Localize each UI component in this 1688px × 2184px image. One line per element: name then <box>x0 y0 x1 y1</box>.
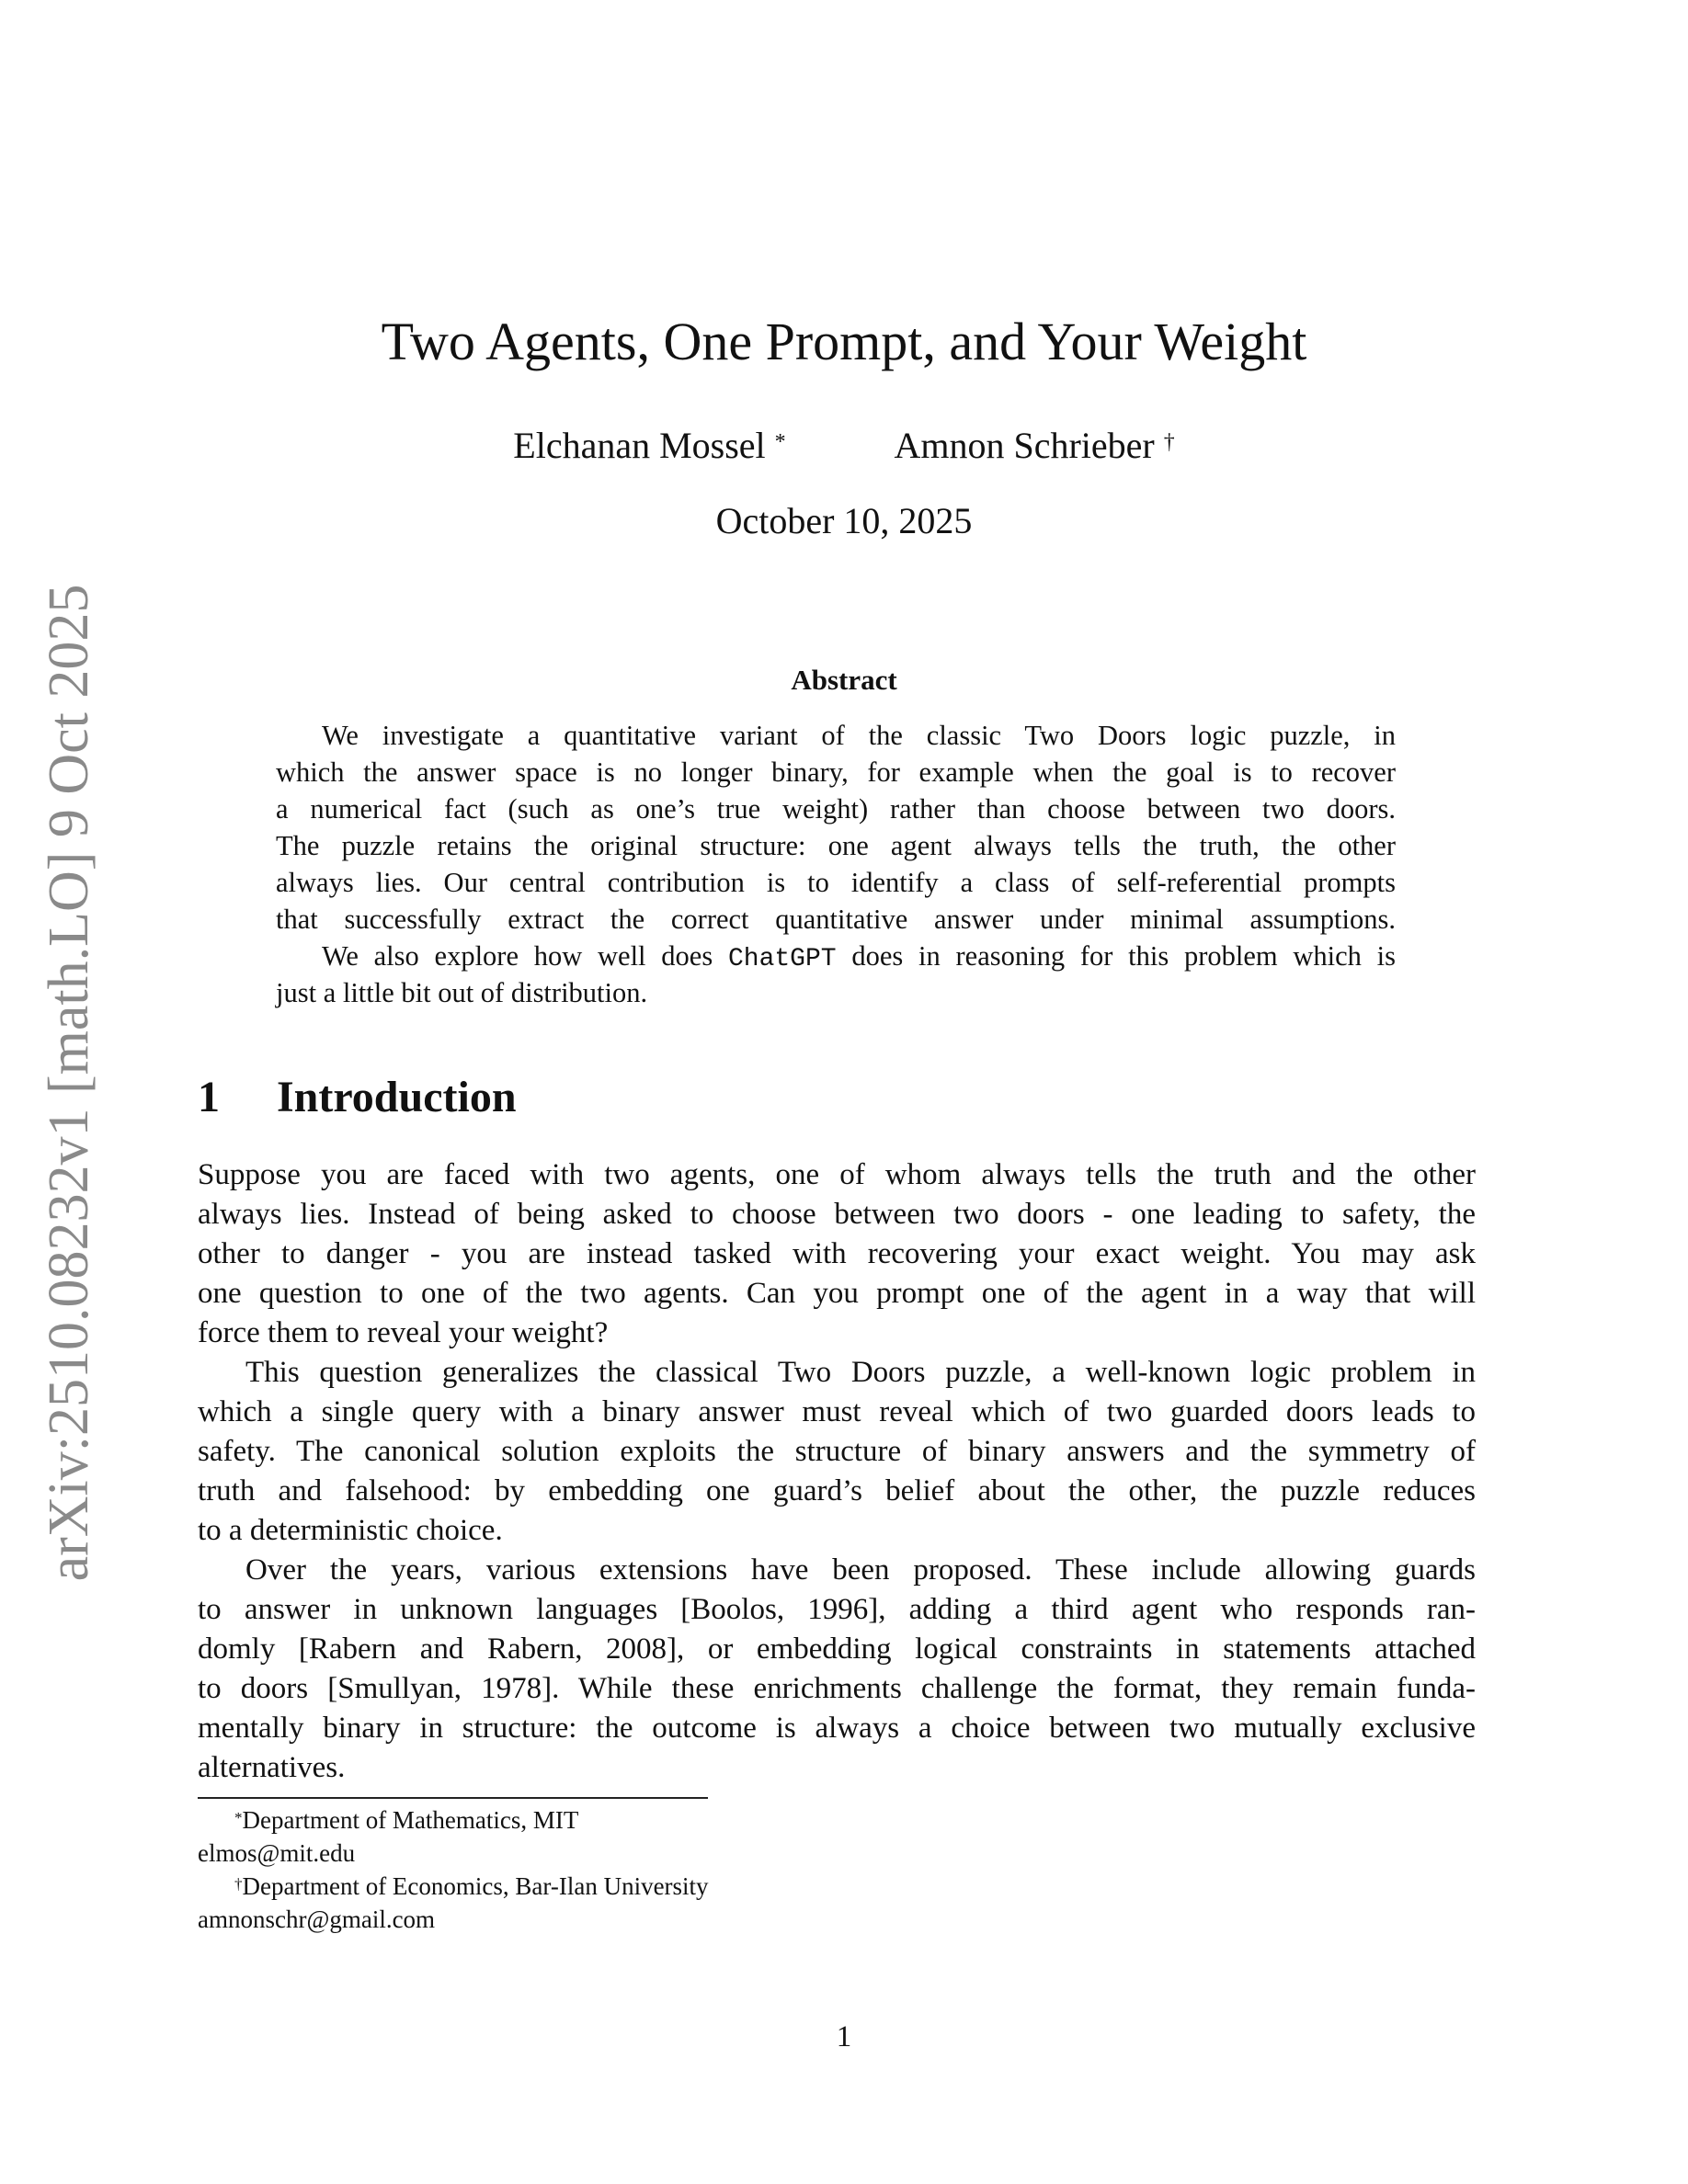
author-name: Amnon Schrieber <box>894 425 1155 466</box>
paragraph-line: safety. The canonical solution exploits the structure of binary answers and the symmetry of <box>198 1435 1476 1468</box>
paragraph-line: This question generalizes the classical Two Doors puzzle, a well-known logic problem in <box>245 1356 1476 1389</box>
paper-date: October 10, 2025 <box>715 500 973 541</box>
paragraph-line: alternatives. <box>198 1751 346 1784</box>
footnote-mark: * <box>774 430 786 454</box>
paragraph-line: truth and falsehood: by embedding one guard’s belief about the other, the puzzle reduces <box>198 1474 1476 1507</box>
introduction-body <box>198 1155 1476 1788</box>
paper-title: Two Agents, One Prompt, and Your Weight <box>381 312 1307 371</box>
abstract-line: that successfully extract the correct quantitative answer under minimal assumptions. <box>276 904 1396 935</box>
footnote-rule <box>198 1797 708 1799</box>
section-title: Introduction <box>277 1073 517 1121</box>
abstract-line <box>276 938 1396 974</box>
abstract-text: does in reasoning for this problem which is <box>851 940 1397 972</box>
paragraph-line: which a single query with a binary answer must reveal which of two guarded doors leads to <box>198 1395 1476 1428</box>
author-list <box>0 425 1688 467</box>
paragraph-line: to a deterministic choice. <box>198 1514 503 1547</box>
footnotes <box>198 1803 709 1936</box>
footnote-mark: † <box>1163 430 1175 454</box>
code-chatgpt: ChatGPT <box>727 945 837 973</box>
abstract-line: We investigate a quantitative variant of the classic Two Doors logic puzzle, in <box>322 720 1396 751</box>
abstract-line: a numerical fact (such as one’s true weight) rather than choose between two doors. <box>276 793 1396 825</box>
abstract-heading: Abstract <box>791 664 897 696</box>
footnote-text: Department of Economics, Bar-Ilan University <box>242 1872 709 1900</box>
page-number: 1 <box>836 2020 852 2053</box>
footnote-mark: † <box>234 1875 243 1893</box>
abstract-line: always lies. Our central contribution is to identify a class of self-referential prompts <box>276 867 1396 898</box>
paragraph-line: domly [Rabern and Rabern, 2008], or embedding logical constraints in statements attached <box>198 1632 1476 1666</box>
arxiv-identifier: arXiv:2510.08232v1 [math.LO] 9 Oct 2025 <box>38 584 100 1582</box>
paragraph-line: force them to reveal your weight? <box>198 1316 609 1349</box>
paragraph-line: Suppose you are faced with two agents, one of whom always tells the truth and the other <box>198 1158 1476 1191</box>
paragraph-line: one question to one of the two agents. Can you prompt one of the agent in a way that will <box>198 1277 1476 1310</box>
footnote <box>198 1870 709 1903</box>
abstract-line: just a little bit out of distribution. <box>276 977 648 1008</box>
paragraph-line: to answer in unknown languages [Boolos, 1996], adding a third agent who responds ran- <box>198 1593 1476 1626</box>
abstract-line: The puzzle retains the original structure: one agent always tells the truth, the other <box>276 830 1396 861</box>
abstract-line: which the answer space is no longer binary, for example when the goal is to recover <box>276 756 1396 788</box>
section-number: 1 <box>198 1073 220 1121</box>
footnote-email: elmos@mit.edu <box>198 1839 356 1867</box>
abstract-text: We also explore how well does <box>322 940 713 972</box>
footnote <box>198 1803 709 1837</box>
paragraph-line: always lies. Instead of being asked to choose between two doors - one leading to safety, the <box>198 1198 1476 1231</box>
paragraph-line: other to danger - you are instead tasked with recovering your exact weight. You may ask <box>198 1237 1476 1270</box>
footnote-text: Department of Mathematics, MIT <box>242 1806 579 1834</box>
footnote-email: amnonschr@gmail.com <box>198 1905 436 1933</box>
abstract-body <box>276 717 1396 1011</box>
paragraph-line: mentally binary in structure: the outcome is always a choice between two mutually exclusive <box>198 1712 1476 1745</box>
footnote-mark: * <box>234 1809 243 1826</box>
author-name: Elchanan Mossel <box>513 425 766 466</box>
paragraph-line: to doors [Smullyan, 1978]. While these enrichments challenge the format, they remain funda- <box>198 1672 1476 1705</box>
paragraph-line: Over the years, various extensions have been proposed. These include allowing guards <box>245 1553 1476 1587</box>
section-heading <box>198 1072 517 1123</box>
